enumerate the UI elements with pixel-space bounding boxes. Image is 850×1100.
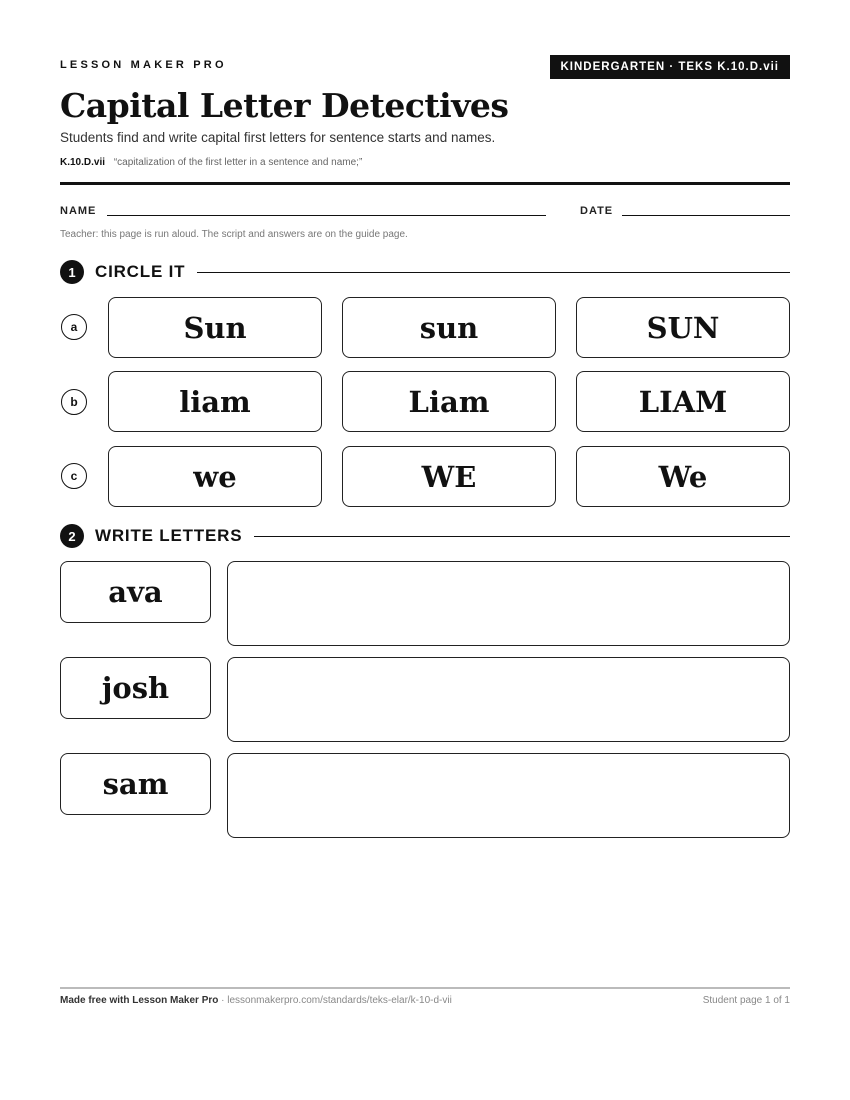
row-letter-a: a xyxy=(61,314,87,340)
standard-code: K.10.D.vii xyxy=(60,157,106,168)
section-number-badge: 1 xyxy=(60,260,84,284)
row-letter-b: b xyxy=(61,389,87,415)
page-subtitle: Students find and write capital first letters for sentence starts and names. xyxy=(60,130,496,145)
choice-box[interactable]: sun xyxy=(342,297,556,358)
write-box[interactable] xyxy=(227,753,790,838)
footer-divider xyxy=(60,987,790,989)
section-divider xyxy=(197,272,790,273)
word-box: josh xyxy=(60,657,211,719)
choice-box[interactable]: Liam xyxy=(342,371,556,432)
page-title: Capital Letter Detectives xyxy=(60,86,509,125)
choice-box[interactable]: WE xyxy=(342,446,556,507)
section-title: WRITE LETTERS xyxy=(95,526,243,545)
footer-url: · lessonmakerpro.com/standards/teks-elar/k-10-d-vii xyxy=(218,995,452,1006)
write-box[interactable] xyxy=(227,657,790,742)
choice-box[interactable]: We xyxy=(576,446,790,507)
word-box: ava xyxy=(60,561,211,623)
section-title: CIRCLE IT xyxy=(95,262,186,281)
section-1-header xyxy=(60,260,790,284)
grade-standard-badge: KINDERGARTEN · TEKS K.10.D.vii xyxy=(550,55,791,79)
date-write-line xyxy=(622,215,790,216)
date-label: DATE xyxy=(580,205,614,217)
brand-wordmark: LESSON MAKER PRO xyxy=(60,59,227,71)
name-write-line xyxy=(107,215,546,216)
word-box: sam xyxy=(60,753,211,815)
footer-page-number: Student page 1 of 1 xyxy=(702,995,790,1006)
section-divider xyxy=(254,536,790,537)
section-number-badge: 2 xyxy=(60,524,84,548)
standard-text: “capitalization of the first letter in a sentence and name;” xyxy=(113,157,363,168)
choice-box[interactable]: Sun xyxy=(108,297,322,358)
header-divider xyxy=(60,182,790,185)
section-2-header xyxy=(60,524,790,548)
teacher-note: Teacher: this page is run aloud. The script and answers are on the guide page. xyxy=(60,229,408,240)
name-label: NAME xyxy=(60,205,97,217)
write-box[interactable] xyxy=(227,561,790,646)
footer-made-with: Made free with Lesson Maker Pro xyxy=(60,995,219,1006)
choice-box[interactable]: liam xyxy=(108,371,322,432)
choice-box[interactable]: LIAM xyxy=(576,371,790,432)
choice-box[interactable]: SUN xyxy=(576,297,790,358)
standard-line xyxy=(60,157,362,168)
footer-credit xyxy=(60,995,452,1006)
choice-box[interactable]: we xyxy=(108,446,322,507)
row-letter-c: c xyxy=(61,463,87,489)
